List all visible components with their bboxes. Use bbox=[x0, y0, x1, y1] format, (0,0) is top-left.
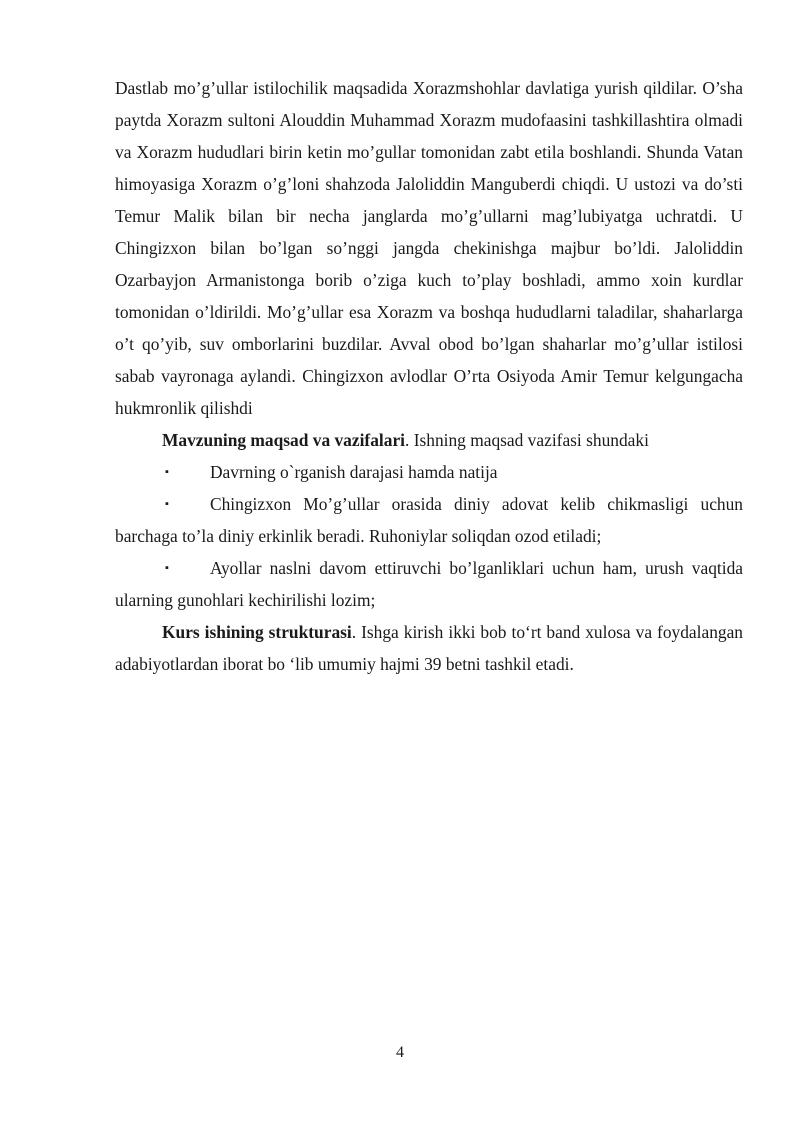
page-number: 4 bbox=[396, 1044, 404, 1061]
structure-text: . Ishga kirish ikki bob to‘rt band xulosa va foydalangan adabiyotlardan iborat bo ‘lib umumiy hajmi 39 betni tashkil etadi. bbox=[115, 622, 743, 674]
goals-text: . Ishning maqsad vazifasi shundaki bbox=[405, 430, 649, 450]
bullet-text-2: Chingizxon Mo’g’ullar orasida diniy adovat kelib chikmasligi uchun barchaga to’la diniy erkinlik beradi. Ruhoniylar soliqdan ozod etiladi; bbox=[115, 494, 743, 546]
structure-paragraph bbox=[115, 616, 743, 680]
bullet-item-3 bbox=[115, 552, 743, 616]
bullet-text-3: Ayollar naslni davom ettiruvchi bo’lganliklari uchun ham, urush vaqtida ularning gunohlari kechirilishi lozim; bbox=[115, 558, 743, 610]
bullet-square-icon bbox=[165, 488, 169, 520]
document-page bbox=[115, 72, 743, 680]
bullet-text-1: Davrning o`rganish darajasi hamda natija bbox=[210, 462, 498, 482]
bullet-square-icon bbox=[165, 552, 169, 584]
goals-paragraph bbox=[115, 424, 743, 456]
bullet-item-2 bbox=[115, 488, 743, 552]
bullet-item-1 bbox=[115, 456, 743, 488]
goals-heading: Mavzuning maqsad va vazifalari bbox=[162, 430, 405, 450]
intro-paragraph: Dastlab mo’g’ullar istilochilik maqsadida Xorazmshohlar davlatiga yurish qildilar. O’sha paytda Xorazm sultoni Alouddin Muhammad Xorazm mudofaasini tashkillashtira olmadi va Xorazm hududlari birin ketin mo’gullar tomonidan zabt etila boshlandi. Shunda Vatan himoyasiga Xorazm o’g’loni shahzoda Jaloliddin Manguberdi chiqdi. U ustozi va do’sti Temur Malik bilan bir necha janglarda mo’g’ullarni mag’lubiyatga uchratdi. U Chingizxon bilan bo’lgan so’nggi jangda chekinishga majbur bo’ldi. Jaloliddin Ozarbayjon Armanistonga borib o’ziga kuch to’play boshladi, ammo xoin kurdlar tomonidan o’ldirildi. Mo’g’ullar esa Xorazm va boshqa hududlarni taladilar, shaharlarga o’t qo’yib, suv omborlarini buzdilar. Avval obod bo’lgan shaharlar mo’g’ullar istilosi sabab vayronaga aylandi. Chingizxon avlodlar O’rta Osiyoda Amir Temur kelgungacha hukmronlik qilishdi bbox=[115, 78, 743, 418]
bullet-square-icon bbox=[165, 456, 169, 488]
structure-heading: Kurs ishining strukturasi bbox=[162, 622, 352, 642]
